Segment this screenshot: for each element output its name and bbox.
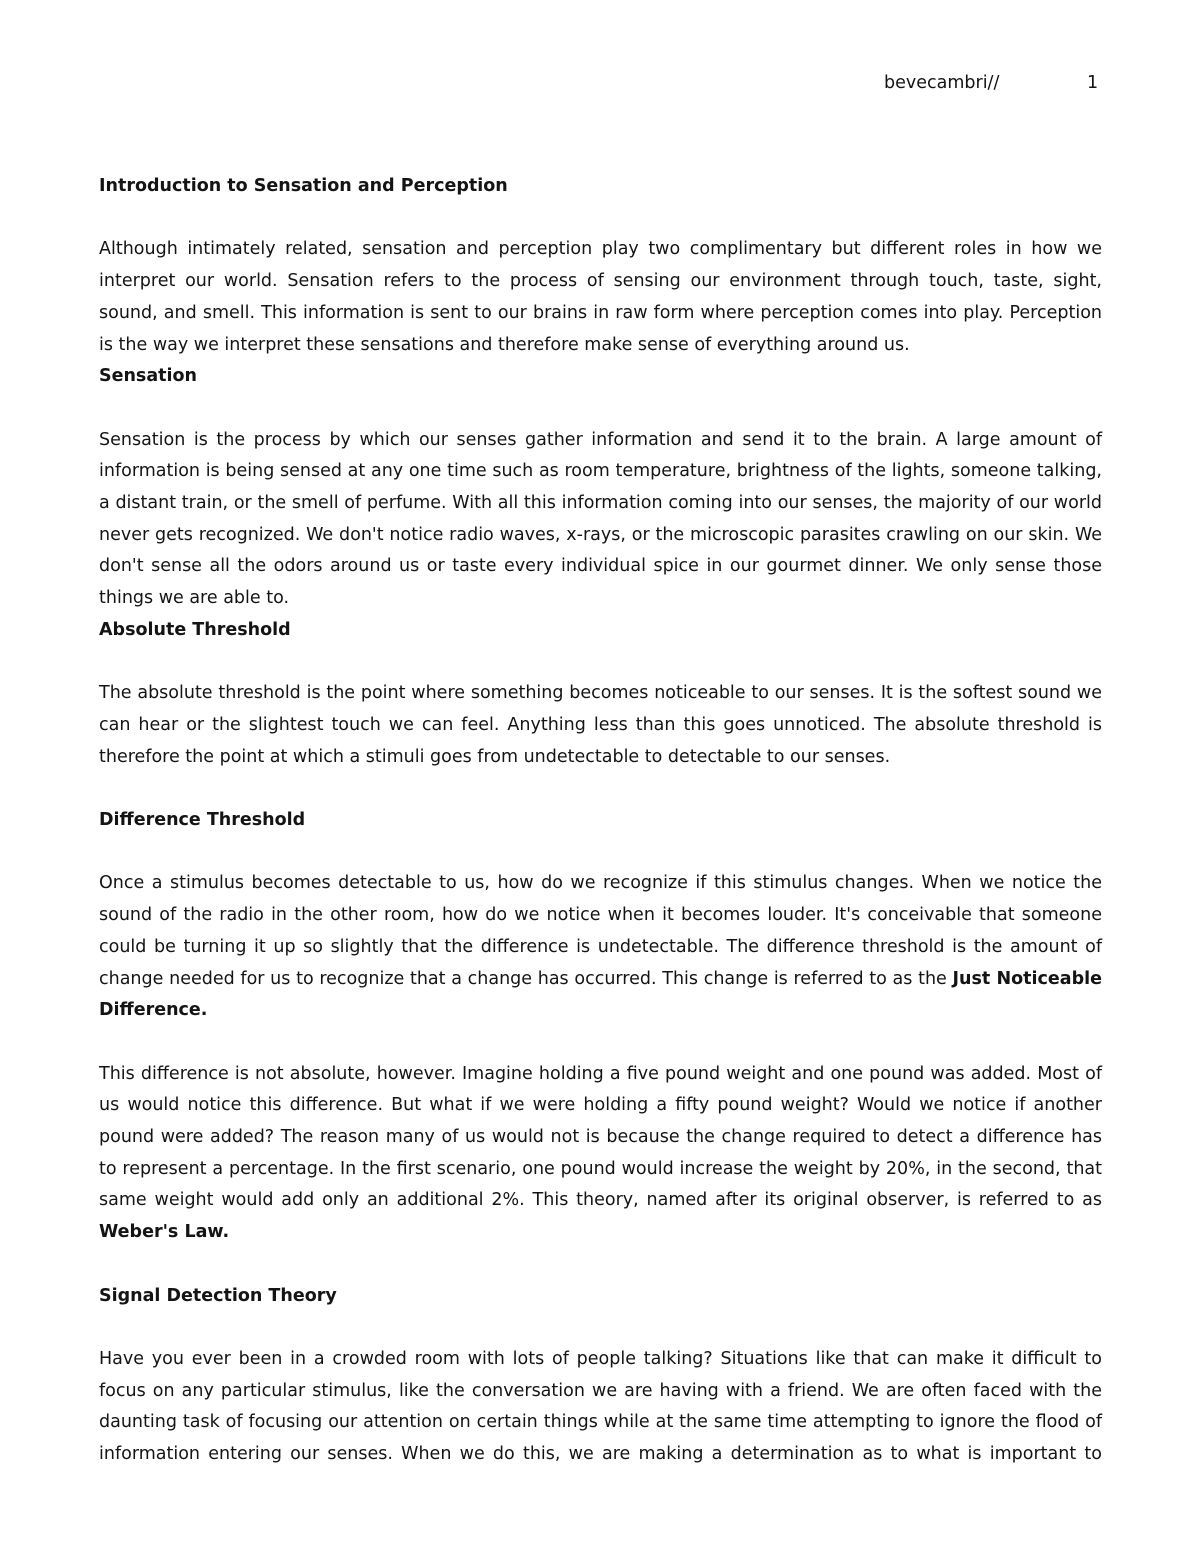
webers-law-paragraph (99, 1059, 1102, 1249)
document-body (99, 171, 1102, 1471)
spacer (99, 837, 1102, 869)
absolute-threshold-paragraph: The absolute threshold is the point where something becomes noticeable to our senses. It is the softest sound we can hear or the slightest touch we can feel. Anything less than this goes unnoticed. The absolute threshold is therefore the point at which a stimuli goes from undetectable to detectable to our senses. (99, 683, 1102, 767)
difference-threshold-paragraph (99, 868, 1102, 1027)
header-author: bevecambri// (884, 73, 1000, 93)
document-title: Introduction to Sensation and Perception (99, 176, 508, 196)
spacer (99, 393, 1102, 425)
spacer (99, 773, 1102, 805)
heading-difference-threshold: Difference Threshold (99, 810, 306, 830)
spacer (99, 1027, 1102, 1059)
page-header (0, 73, 1200, 101)
heading-signal-detection-theory: Signal Detection Theory (99, 1285, 337, 1306)
sensation-paragraph: Sensation is the process by which our senses gather information and send it to the brain. A large amount of information is being sensed at any one time such as room temperature, brightness of the lights, someone talking, a distant train, or the smell of perfume. With all this information coming into our senses, the majority of our world never gets recognized. We don't notice radio waves, x-rays, or the microscopic parasites crawling on our skin. We don't sense all the odors around us or taste every individual spice in our gourmet dinner. We only sense those things we are able to. (99, 429, 1102, 609)
spacer (99, 647, 1102, 679)
term-webers-law: Weber's Law. (99, 1222, 230, 1243)
header-page-number: 1 (1087, 73, 1099, 93)
signal-detection-paragraph: Have you ever been in a crowded room with lots of people talking? Situations like that can make it difficult to focus on any particular stimulus, like the conversation we are having with a friend. We are often faced with the daunting task of focusing our attention on certain things while at the same time attempting to ignore the flood of information entering our senses. When we do this, we are making a determination as to what is important to (99, 1348, 1102, 1464)
spacer (99, 1312, 1102, 1344)
spacer (99, 1249, 1102, 1281)
term-just-noticeable-difference: Just Noticeable Difference. (99, 968, 1102, 1021)
spacer (99, 203, 1102, 235)
heading-sensation: Sensation (99, 366, 198, 387)
heading-absolute-threshold: Absolute Threshold (99, 619, 291, 640)
intro-paragraph: Although intimately related, sensation and perception play two complimentary but different roles in how we interpret our world. Sensation refers to the process of sensing our environment through touch, taste, sight, sound, and smell. This information is sent to our brains in raw form where perception comes into play. Perception is the way we interpret these sensations and therefore make sense of everything around us. (99, 239, 1102, 355)
difference-text: Once a stimulus becomes detectable to us, how do we recognize if this stimulus changes. When we notice the sound of the radio in the other room, how do we notice when it becomes louder. It's conceivable that someone could be turning it up so slightly that the difference is undetectable. The difference threshold is the amount of change needed for us to recognize that a change has occurred. This change is referred to as the (99, 873, 1102, 989)
webers-law-text: This difference is not absolute, however. Imagine holding a five pound weight and one pound was added. Most of us would notice this difference. But what if we were holding a fifty pound weight? Would we notice if another pound were added? The reason many of us would not is because the change required to detect a difference has to represent a percentage. In the first scenario, one pound would increase the weight by 20%, in the second, that same weight would add only an additional 2%. This theory, named after its original observer, is referred to as (99, 1063, 1102, 1211)
